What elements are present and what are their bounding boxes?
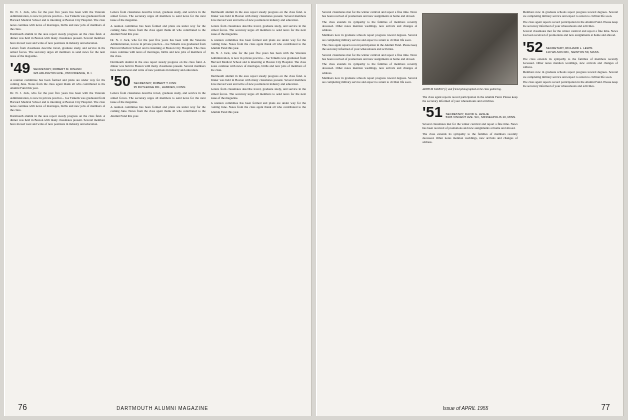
column-text: A reunion committee has been formed and plans are under way for the coming June. Notes from the class agent thank all who contributed to the Alumni Fund this year. — [10, 77, 106, 91]
left-column-3 — [211, 10, 306, 398]
column-text: Dr. N. J. Jack, who for the past five years has been with the Veterans Administration, is now in private practice... Joe Tzikelis was graduated from Harvard Medical School and is interning at Boston City Hospital. The class notes continue with news of marriages, births and new jobs of members of the class. — [110, 37, 206, 59]
left-footer — [4, 403, 312, 412]
column-text: The class agent reports record participation in the Alumni Fund. Please keep the secretary informed of your whereabouts and activities. — [322, 42, 418, 52]
class-heading — [422, 106, 517, 120]
class-year: '52 — [522, 38, 543, 56]
column-text: A reunion committee has been formed and plans are under way for the coming June. Notes from the class agent thank all who contributed to the Alumni Fund this year. — [210, 37, 306, 50]
column-text: The class extends its sympathy to the families of members recently deceased. Other notes mention weddings, new arrivals and changes of address. — [522, 56, 618, 69]
column-text: Dartmouth alumni in the area report steady progress on the class fund. A dinner was held in Boston with many classmates present. Several members have moved west and write of new positions in industry and education. — [10, 113, 106, 127]
running-head: DARTMOUTH ALUMNI MAGAZINE — [116, 406, 209, 412]
page-number: 76 — [18, 403, 27, 412]
class-secretary — [134, 82, 187, 89]
column-text: Several classmates met for the winter carnival and report a fine time. News has been received of promotions and new assignments at home and abroad. — [522, 29, 618, 38]
right-column-3 — [523, 10, 618, 398]
left-column-1 — [10, 10, 105, 398]
column-text: The class agent reports record participation in the Alumni Fund. Please keep the secretary informed of your whereabouts and activities. — [522, 79, 618, 89]
column-text: Members now in graduate schools report progress toward degrees. Several are completing military service and expect to return to civilian life soon. — [522, 70, 618, 79]
column-text: Members now in graduate schools report progress toward degrees. Several are completing military service and expect to return to civilian life soon. — [322, 33, 418, 42]
secretary-address: 5345 VINCENT AVE. SO., MINNEAPOLIS 10, MINN. — [445, 115, 517, 120]
column-text: Dartmouth alumni in the area report steady progress on the class fund. A dinner was held in Boston with many classmates present. Several members have moved west and write of new positions in industry and education. — [10, 32, 106, 45]
column-text: The class extends its sympathy to the families of members recently deceased. Other notes mention weddings, new arrivals and changes of address. — [322, 19, 418, 32]
column-text: Letters from classmates describe travel, graduate study, and service in the armed forces. The secretary urges all members to send news for the next issue of the magazine. — [110, 10, 206, 23]
secretary-name: SECRETARY, ROBERT M. DINAND — [33, 67, 82, 72]
column-text: Letters from classmates describe travel, graduate study, and service in the armed forces. The secretary urges all members to send news for the next issue of the magazine. — [110, 91, 206, 104]
secretary-address: 110 WILSON RD., NEWTON 59, MASS. — [545, 50, 600, 54]
column-text: A reunion committee has been formed and plans are under way for the coming June. Notes from the class agent thank all who contributed to the Alumni Fund this year. — [110, 105, 206, 118]
photo-caption: ARTHUR TALBOT (r) and friend photographed at the class gathering. — [422, 88, 502, 91]
class-year: '51 — [422, 104, 443, 121]
column-text: Dartmouth alumni in the area report steady progress on the class fund. A dinner was held in Boston with many classmates present. Several members have moved west and write of new positions in industry and education. — [210, 10, 306, 23]
column-text: Letters from classmates describe travel, graduate study, and service in the armed forces. The secretary urges all members to send news for the next issue of the magazine. — [10, 46, 106, 59]
column-text: The class extends its sympathy to the families of members recently deceased. Other notes mention weddings, new arrivals and changes of address. — [422, 131, 518, 144]
running-head: Issue of APRIL 1955 — [442, 406, 489, 412]
secretary-address: 35 RUTLEDGE RD., HAMDEN, CONN. — [133, 84, 187, 89]
column-text: Letters from classmates describe travel, graduate study, and service in the armed forces. The secretary urges all members to send news for the next issue of the magazine. — [210, 23, 306, 37]
column-text: Dr. N. J. Jack, who for the past five years has been with the Veterans Administration, is now in private practice... Joe Tzikelis was graduated from Harvard Medical School and is interning at Boston City Hospital. The class notes continue with news of marriages, births and new jobs of members of the class. — [10, 10, 106, 31]
right-page — [316, 4, 624, 416]
right-footer — [316, 403, 624, 412]
class-secretary — [33, 68, 92, 75]
column-text: A reunion committee has been formed and plans are under way for the coming June. Notes from the class agent thank all who contributed to the Alumni Fund this year. — [110, 23, 206, 37]
column-text: Letters from classmates describe travel, graduate study, and service in the armed forces. The secretary urges all members to send news for the next issue of the magazine. — [210, 87, 306, 100]
class-heading — [522, 38, 618, 56]
class-photo — [422, 13, 517, 85]
column-text: The class extends its sympathy to the families of members recently deceased. Other notes mention weddings, new arrivals and changes of address. — [322, 62, 418, 75]
column-text: Members now in graduate schools report progress toward degrees. Several are completing military service and expect to return to civilian life soon. — [322, 75, 418, 85]
class-year: '49 — [10, 59, 31, 77]
page-number: 77 — [601, 403, 610, 412]
column-text: Several classmates met for the winter carnival and report a fine time. News has been received of promotions and new assignments at home and abroad. — [322, 52, 418, 61]
column-text: Dr. N. J. Jack, who for the past five years has been with the Veterans Administration, is now in private practice... Joe Tzikelis was graduated from Harvard Medical School and is interning at Boston City Hospital. The class notes continue with news of marriages, births and new jobs of members of the class. — [210, 51, 306, 73]
column-text: Members now in graduate schools report progress toward degrees. Several are completing military service and expect to return to civilian life soon. — [522, 10, 618, 19]
column-text: The class agent reports record participation in the Alumni Fund. Please keep the secretary informed of your whereabouts and activities. — [522, 19, 618, 28]
right-column-2 — [422, 10, 517, 398]
class-year: '50 — [110, 73, 131, 91]
secretary-name: SECRETARY, RICHARD L. LEWIS — [545, 46, 593, 51]
secretary-address: 326 ARLINGTON AVE., PROVIDENCE, R. I. — [33, 71, 93, 76]
class-heading — [10, 59, 105, 77]
column-text: Several classmates met for the winter carnival and report a fine time. News has been received of promotions and new assignments at home and abroad. — [422, 122, 518, 131]
left-page — [4, 4, 312, 416]
right-column-1 — [322, 10, 417, 398]
column-text: The class agent reports record participation in the Alumni Fund. Please keep the secretary informed of your whereabouts and activities. — [422, 94, 518, 103]
class-heading — [110, 75, 205, 89]
secretary-name: SECRETARY, ROBERT T. FINN — [133, 81, 177, 86]
class-secretary — [446, 113, 516, 120]
left-column-2 — [110, 10, 205, 398]
column-text: A reunion committee has been formed and plans are under way for the coming June. Notes from the class agent thank all who contributed to the Alumni Fund this year. — [210, 101, 306, 114]
class-secretary — [546, 47, 600, 54]
column-text: Dartmouth alumni in the area report steady progress on the class fund. A dinner was held in Boston with many classmates present. Several members have moved west and write of new positions in industry and education. — [110, 59, 206, 73]
column-text: Dartmouth alumni in the area report steady progress on the class fund. A dinner was held in Boston with many classmates present. Several members have moved west and write of new positions in industry and education. — [210, 73, 306, 86]
secretary-name: SECRETARY, DAVID G. LESLIE — [445, 111, 489, 116]
column-text: Several classmates met for the winter carnival and report a fine time. News has been received of promotions and new assignments at home and abroad. — [322, 10, 418, 19]
column-text: Dr. N. J. Jack, who for the past five years has been with the Veterans Administration, is now in private practice... Joe Tzikelis was graduated from Harvard Medical School and is interning at Boston City Hospital. The class notes continue with news of marriages, births and new jobs of members of the class. — [10, 91, 106, 113]
